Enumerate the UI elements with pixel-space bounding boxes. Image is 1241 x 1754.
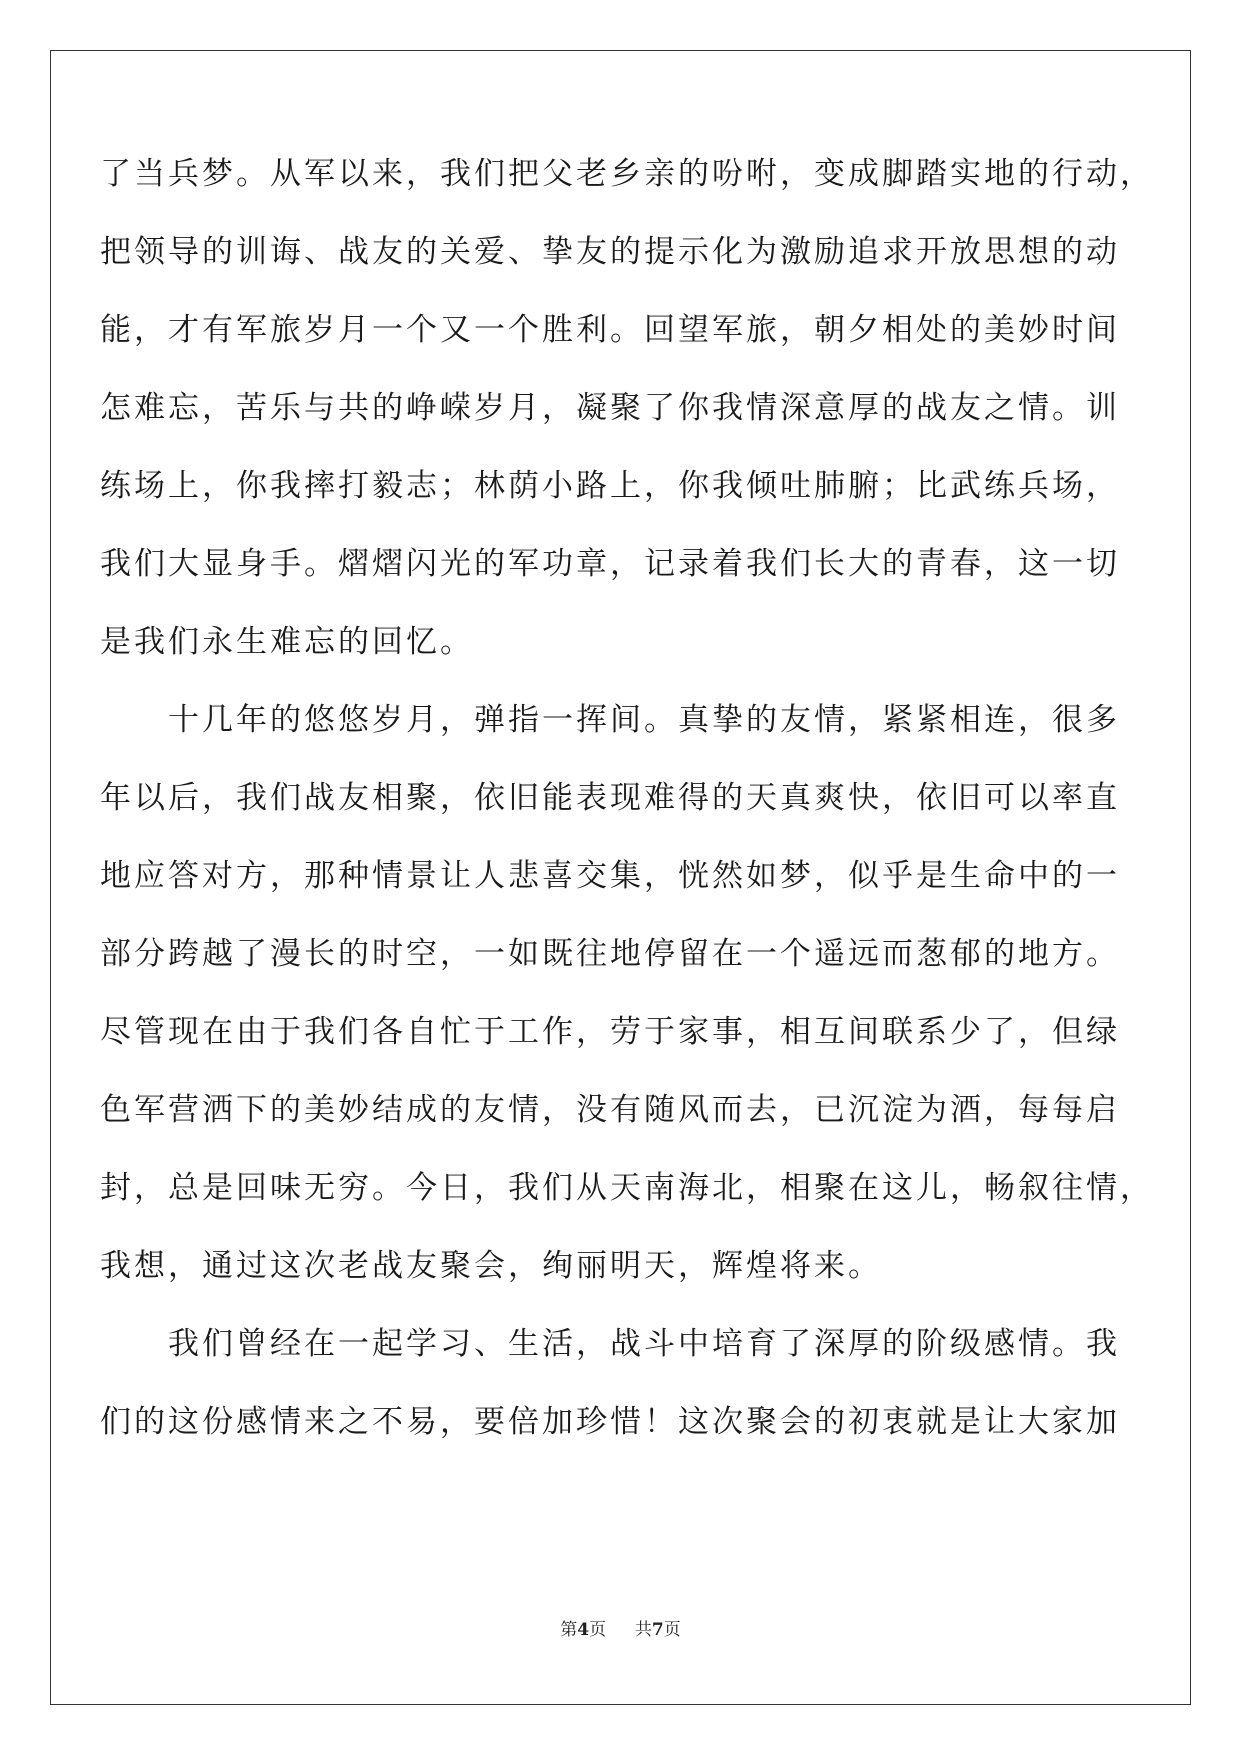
page-number: [560, 1620, 611, 1640]
page-total: [635, 1620, 681, 1640]
text-line: 我想，通过这次老战友聚会，绚丽明天，辉煌将来。: [100, 1248, 882, 1284]
text-line: 地应答对方，那种情景让人悲喜交集，恍然如梦，似乎是生命中的一: [100, 858, 1120, 894]
text-line: 了当兵梦。从军以来，我们把父老乡亲的吩咐，变成脚踏实地的行动，: [100, 156, 1154, 192]
text-line: 怎难忘，苦乐与共的峥嵘岁月，凝聚了你我情深意厚的战友之情。训: [100, 390, 1120, 426]
text-line: 色军营洒下的美妙结成的友情，没有随风而去，已沉淀为酒，每每启: [100, 1092, 1120, 1128]
text-line: 能，才有军旅岁月一个又一个胜利。回望军旅，朝夕相处的美妙时间: [100, 312, 1120, 348]
page-footer: [0, 1615, 1241, 1640]
text-line: 十几年的悠悠岁月，弹指一挥间。真挚的友情，紧紧相连，很多: [100, 702, 1120, 738]
text-line: 我们大显身手。熠熠闪光的军功章，记录着我们长大的青春，这一切: [100, 546, 1120, 582]
text-line: 部分跨越了漫长的时空，一如既往地停留在一个遥远而葱郁的地方。: [100, 936, 1120, 972]
text-line: 把领导的训诲、战友的关爱、挚友的提示化为激励追求开放思想的动: [100, 234, 1120, 270]
current-page: 4: [577, 1620, 590, 1640]
page-prefix: 第: [560, 1620, 578, 1640]
text-line: 们的这份感情来之不易，要倍加珍惜！这次聚会的初衷就是让大家加: [100, 1404, 1120, 1440]
text-line: 封，总是回味无穷。今日，我们从天南海北，相聚在这儿，畅叙往情，: [100, 1170, 1154, 1206]
text-line: 我们曾经在一起学习、生活，战斗中培育了深厚的阶级感情。我: [100, 1326, 1120, 1362]
document-body: [100, 135, 1154, 1461]
text-line: 练场上，你我摔打毅志；林荫小路上，你我倾吐肺腑；比武练兵场，: [100, 468, 1120, 504]
page-suffix: 页: [589, 1620, 607, 1640]
text-line: 年以后，我们战友相聚，依旧能表现难得的天真爽快，依旧可以率直: [100, 780, 1120, 816]
total-prefix: 共: [634, 1620, 652, 1640]
text-line: 尽管现在由于我们各自忙于工作，劳于家事，相互间联系少了，但绿: [100, 1014, 1120, 1050]
total-suffix: 页: [663, 1620, 681, 1640]
total-pages: 7: [651, 1620, 664, 1640]
text-line: 是我们永生难忘的回忆。: [100, 624, 474, 660]
